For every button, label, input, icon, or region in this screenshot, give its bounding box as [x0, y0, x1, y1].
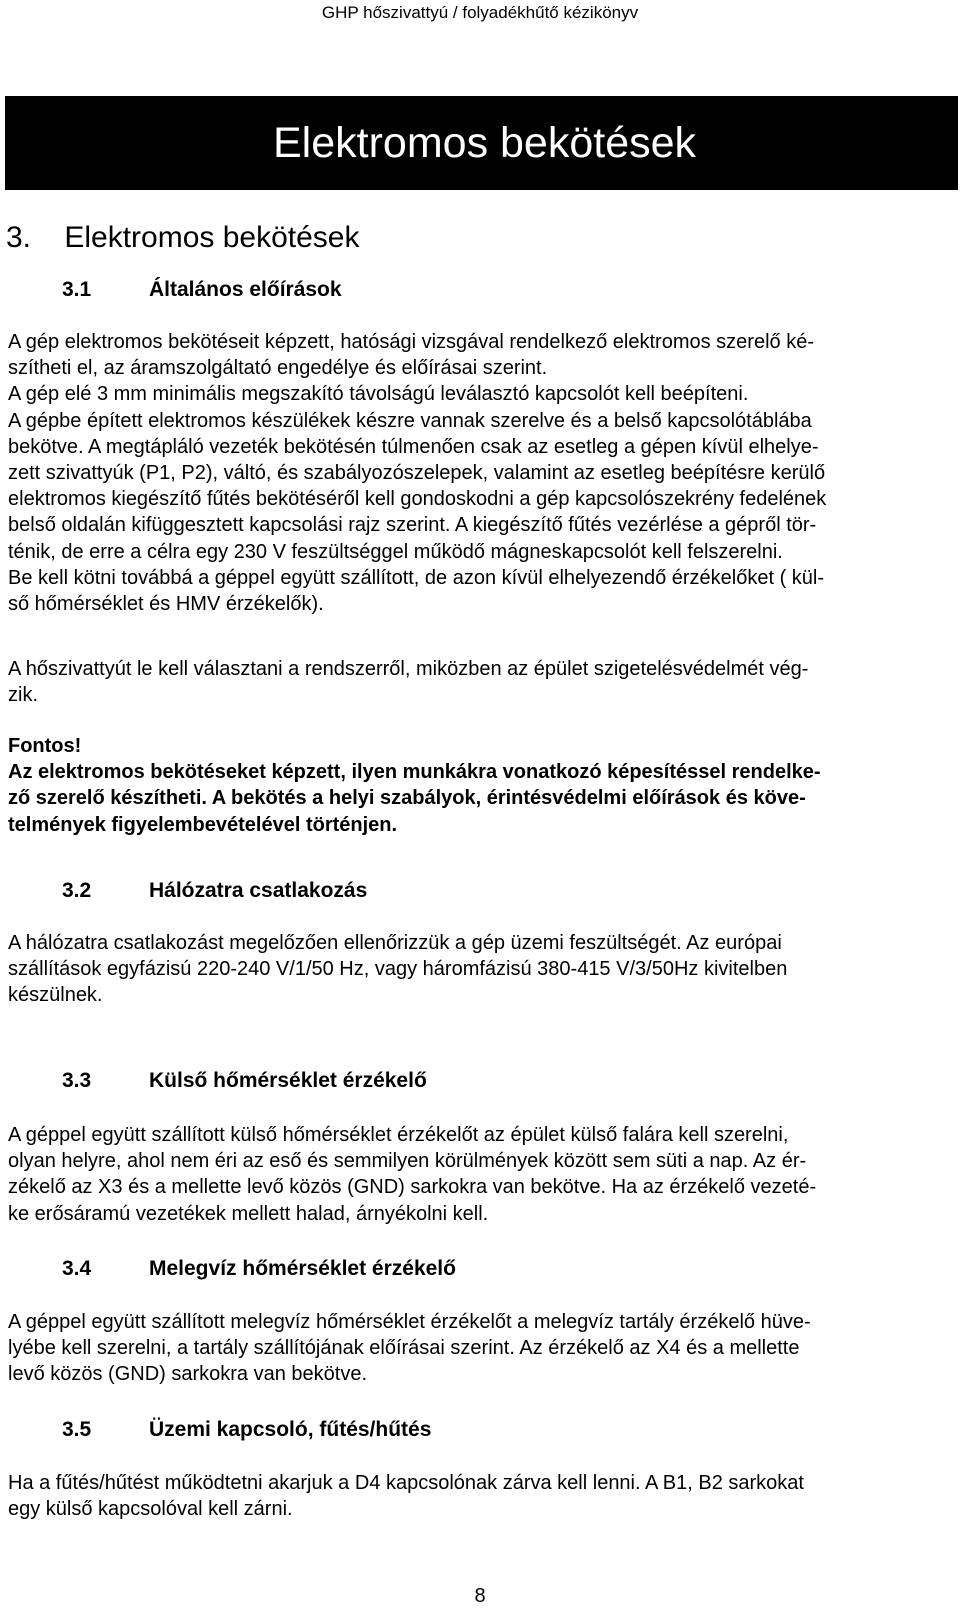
section-title: Melegvíz hőmérséklet érzékelő: [149, 1257, 456, 1280]
paragraph-hot-water-sensor: A géppel együtt szállított melegvíz hőmérséklet érzékelőt a melegvíz tartály érzékelő hüve- lyébe kell szerelni, a tartály szállítójának előírásai szerint. Az érzékelő az X4 és a mellette levő közös (GND) sarkokra van bekötve.: [8, 1311, 811, 1386]
paragraph-mains-connection: A hálózatra csatlakozást megelőzően ellenőrizzük a gép üzemi feszültségét. Az európai szállítások egyfázisú 220-240 V/1/50 Hz, vagy háromfázisú 380-415 V/3/50Hz kivitelben készülnek.: [8, 932, 788, 1007]
paragraph-outdoor-sensor: A géppel együtt szállított külső hőmérséklet érzékelőt az épület külső falára kell szerelni, olyan helyre, ahol nem éri az eső és semmilyen körülmények között sem süti a nap. Az ér- zékelő az X3 és a mellette levő közös (GND) sarkokra van bekötve. Ha az érzékelő vezeté- ke erősáramú vezetékek mellett halad, árnyékolni kell.: [8, 1124, 817, 1225]
paragraph-important-notice: Fontos! Az elektromos bekötéseket képzett, ilyen munkákra vonatkozó képesítéssel rendelke- ző szerelő készítheti. A bekötés a helyi szabályok, érintésvédelmi előírások és köve- telmények figyelembevételével történjen.: [8, 735, 821, 836]
section-title: Külső hőmérséklet érzékelő: [149, 1069, 427, 1092]
chapter-banner: [5, 96, 958, 190]
section-number: 3.2: [62, 879, 92, 902]
section-title: Üzemi kapcsoló, fűtés/hűtés: [149, 1418, 432, 1441]
banner-title: Elektromos bekötések: [273, 119, 697, 167]
section-title: Hálózatra csatlakozás: [149, 879, 368, 902]
section-number: 3.3: [62, 1069, 92, 1092]
section-number: 3.4: [62, 1257, 92, 1280]
paragraph-disconnect: A hőszivattyút le kell választani a rendszerről, miközben az épület szigetelésvédelmét vég- zik.: [8, 658, 809, 707]
section-title: Általános előírások: [149, 278, 342, 301]
running-header: GHP hőszivattyú / folyadékhűtő kézikönyv: [321, 3, 639, 22]
section-number: 3.1: [62, 278, 92, 301]
chapter-heading: 3. Elektromos bekötések: [6, 221, 360, 254]
page-number: 8: [474, 1585, 486, 1607]
paragraph-general-requirements: A gép elektromos bekötéseit képzett, hatósági vizsgával rendelkező elektromos szerelő ké- szítheti el, az áramszolgáltató engedélye és előírásai szerint. A gép elé 3 mm minimális megszakító távolságú leválasztó kapcsolót kell beépíteni. A gépbe épített elektromos készülékek készre vannak szerelve és a belső kapcsolótáblába bekötve. A megtápláló vezeték bekötésén túlmenően csak az esetleg a gépen kívül elhelye- zett szivattyúk (P1, P2), váltó, és szabályozószelepek, valamint az esetleg beépítésre kerülő elektromos kiegészítő fűtés bekötéséről kell gondoskodni a gép kapcsolószekrény fedelének belső oldalán kifüggesztett kapcsolási rajz szerint. A kiegészítő fűtés vezérlése a gépről tör- ténik, de erre a célra egy 230 V feszültséggel működő mágneskapcsolót kell felszerelni. Be kell kötni továbbá a géppel együtt szállított, de azon kívül elhelyezendő érzékelőket ( kül- ső hőmérséklet és HMV érzékelők).: [8, 331, 827, 616]
section-number: 3.5: [62, 1418, 92, 1441]
paragraph-operating-switch: Ha a fűtés/hűtést működtetni akarjuk a D4 kapcsolónak zárva kell lenni. A B1, B2 sarkokat egy külső kapcsolóval kell zárni.: [8, 1472, 804, 1521]
